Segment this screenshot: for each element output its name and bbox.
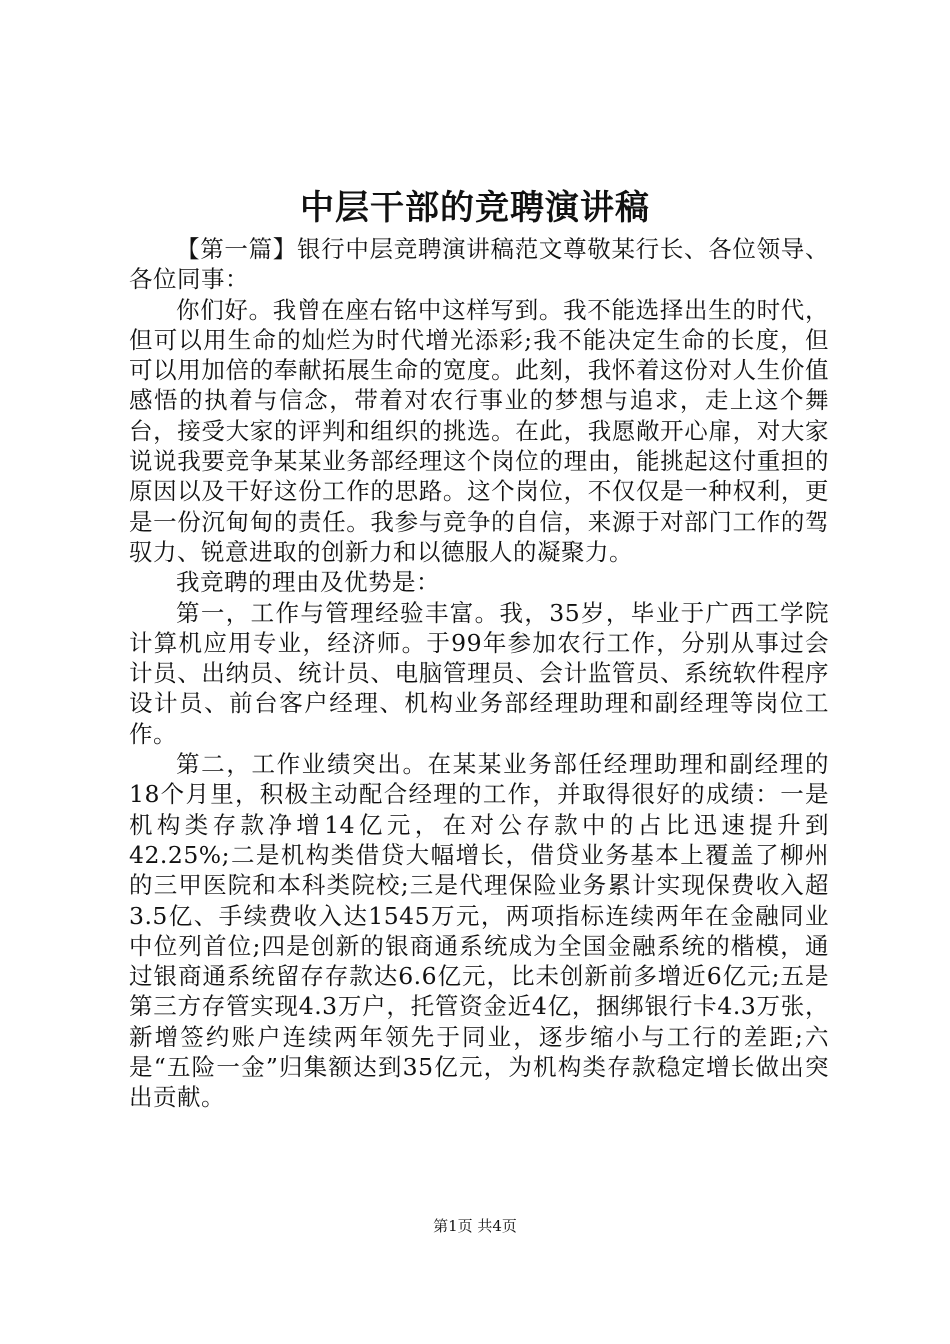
page-number-footer: 第1页 共4页 <box>433 1217 517 1235</box>
paragraph-reasons-heading: 我竞聘的理由及优势是： <box>176 568 440 597</box>
paragraph-intro: 你们好。我曾在座右铭中这样写到。我不能选择出生的时代，但可以用生命的灿烂为时代增光添彩;我不能决定生命的长度，但可以用加倍的奉献拓展生命的宽度。此刻，我怀着这份对人生价值感悟的执着与信念，带着对农行事业的梦想与追求，走上这个舞台，接受大家的评判和组织的挑选。在此，我愿敞开心扉，对大家说说我要竞争某某业务部经理这个岗位的理由，能挑起这付重担的原因以及干好这份工作的思路。这个岗位，不仅仅是一种权利，更是一份沉甸甸的责任。我参与竞争的自信，来源于对部门工作的驾驭力、锐意进取的创新力和以德服人的凝聚力。 <box>129 295 829 566</box>
paragraph-reason-two: 第二，工作业绩突出。在某某业务部任经理助理和副经理的18个月里，积极主动配合经理的工作，并取得很好的成绩：一是机构类存款净增14亿元，在对公存款中的占比迅速提升到42.25%;二是机构类借贷大幅增长，借贷业务基本上覆盖了柳州的三甲医院和本科类院校;三是代理保险业务累计实现保费收入超3.5亿、手续费收入达1545万元，两项指标连续两年在金融同业中位列首位;四是创新的银商通系统成为全国金融系统的楷模，通过银商通系统留存存款达6.6亿元，比未创新前多增近6亿元;五是第三方存管实现4.3万户，托管资金近4亿，捆绑银行卡4.3万张，新增签约账户连续两年领先于同业，逐步缩小与工行的差距;六是“五险一金”归集额达到35亿元，为机构类存款稳定增长做出突出贡献。 <box>129 750 829 1112</box>
paragraph-greeting: 【第一篇】银行中层竞聘演讲稿范文尊敬某行长、各位领导、各位同事： <box>129 235 829 294</box>
page-title: 中层干部的竞聘演讲稿 <box>300 188 650 228</box>
document-body <box>129 234 829 1113</box>
paragraph-reason-one: 第一，工作与管理经验丰富。我，35岁，毕业于广西工学院计算机应用专业，经济师。于99年参加农行工作，分别从事过会计员、出纳员、统计员、电脑管理员、会计监管员、系统软件程序设计员、前台客户经理、机构业务部经理助理和副经理等岗位工作。 <box>129 598 829 748</box>
